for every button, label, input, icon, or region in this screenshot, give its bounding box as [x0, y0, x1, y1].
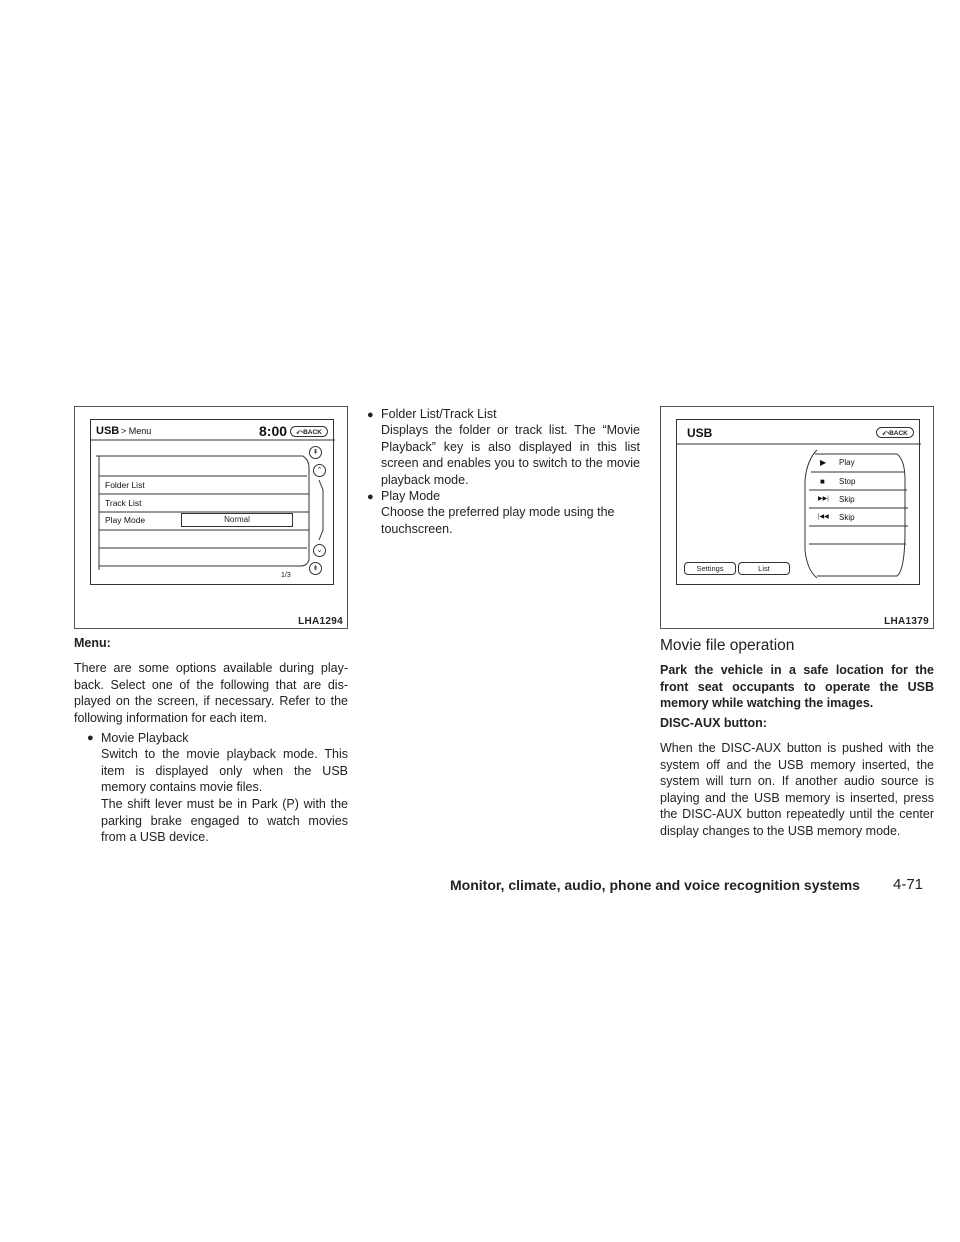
disc-aux-heading: DISC-AUX button:	[660, 716, 767, 730]
bullet-2-mark: ●	[367, 409, 374, 421]
footer-page-number: 4-71	[893, 876, 924, 893]
bullet-1-text-1: Switch to the movie playback mode. This item is displayed only when the USB memory contains movie files.	[101, 747, 348, 794]
page-indicator: 1/3	[281, 572, 291, 579]
menu-item-folder-list[interactable]: Folder List	[105, 480, 145, 490]
screen-title: USB	[687, 426, 713, 440]
section-title: Movie file operation	[660, 637, 795, 654]
usb-menu-screen	[90, 419, 334, 585]
bullet-3-title: Play Mode	[381, 489, 441, 503]
bullet-1-title: Movie Playback	[101, 731, 189, 745]
back-label: BACK	[303, 429, 322, 436]
bullet-3-text: Choose the preferred play mode using the touchscreen.	[381, 505, 615, 536]
menu-item-play-mode[interactable]: Play Mode	[105, 515, 146, 525]
skip-forward-button[interactable]: Skip	[839, 495, 855, 504]
scroll-down-icon[interactable]: ⌄	[313, 544, 326, 557]
settings-button[interactable]: Settings	[684, 562, 736, 575]
figure-usb-menu	[74, 406, 348, 629]
stop-button[interactable]: Stop	[839, 477, 856, 486]
skip-forward-icon: ▶▶|	[818, 496, 829, 502]
back-arrow-icon: ⤺	[296, 429, 304, 436]
usb-movie-screen	[676, 419, 920, 585]
skip-back-button[interactable]: Skip	[839, 513, 855, 522]
stop-icon: ■	[820, 477, 825, 486]
skip-back-icon: |◀◀	[818, 514, 829, 520]
figure-code: LHA1379	[884, 616, 929, 627]
bullet-2-text: Displays the folder or track list. The “Movie Playback” key is also displayed in this list screen and enables you to switch to the movie playback mode.	[381, 423, 640, 487]
footer-section-name: Monitor, climate, audio, phone and voice recognition systems	[450, 877, 860, 893]
play-mode-value[interactable]: Normal	[181, 513, 293, 527]
bullet-3-mark: ●	[367, 491, 374, 503]
list-button[interactable]: List	[738, 562, 790, 575]
warning-text: Park the vehicle in a safe location for the front seat occupants to operate the USB memory while watching the images.	[660, 663, 934, 710]
bullet-1-mark: ●	[87, 732, 94, 744]
screen-title: USB	[96, 425, 120, 437]
disc-aux-paragraph: When the DISC-AUX button is pushed with the system off and the USB memory inserted, the system will turn on. If another audio source is playing and the USB memory is inserted, press the DISC-AUX button repeatedly until the center display changes to the USB memory mode.	[660, 741, 934, 838]
bullet-2-title: Folder List/Track List	[381, 407, 497, 421]
scroll-top-icon[interactable]: ⇞	[309, 446, 322, 459]
back-arrow-icon: ⤺	[882, 430, 890, 437]
menu-intro: There are some options available during play-back. Select one of the following that are dis-played on the screen, if necessary. Refer to the following information for each item.	[74, 661, 348, 725]
menu-item-track-list[interactable]: Track List	[105, 498, 142, 508]
breadcrumb: > Menu	[121, 426, 152, 436]
scroll-up-icon[interactable]: ⌃	[313, 464, 326, 477]
bullet-1-text-2: The shift lever must be in Park (P) with the parking brake engaged to watch movies from a USB device.	[101, 797, 348, 844]
scroll-bottom-icon[interactable]: ⇟	[309, 562, 322, 575]
play-button[interactable]: Play	[839, 458, 855, 467]
play-icon: ▶	[820, 458, 827, 467]
menu-heading: Menu:	[74, 636, 111, 650]
figure-usb-movie	[660, 406, 934, 629]
clock: 8:00	[259, 423, 288, 439]
figure-code: LHA1294	[298, 616, 343, 627]
back-label: BACK	[889, 430, 908, 437]
